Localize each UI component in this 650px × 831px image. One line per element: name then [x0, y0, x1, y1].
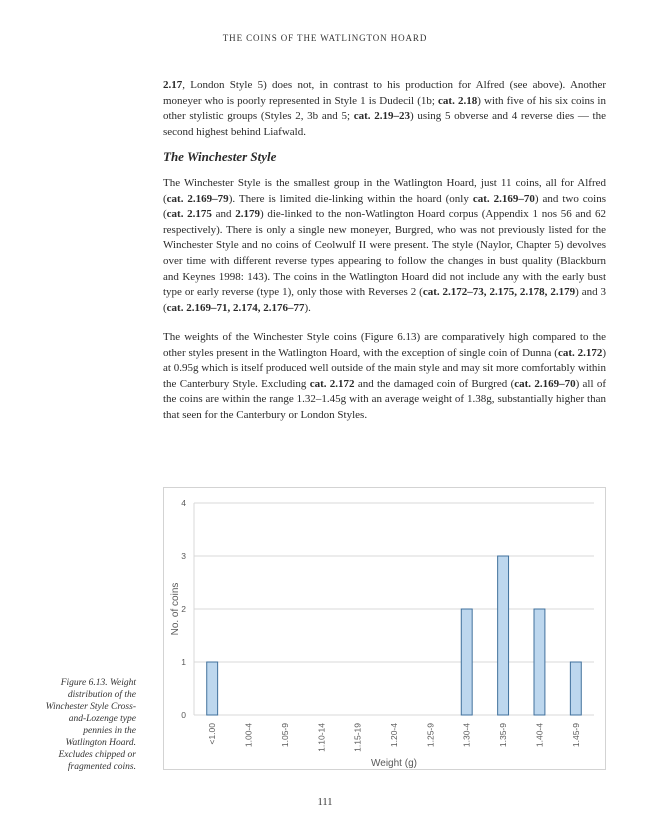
x-tick-label: 1.15-19	[352, 723, 363, 752]
bar-1.40-4	[534, 609, 545, 715]
text-run: ).	[304, 301, 311, 314]
x-tick-label: 1.25-9	[425, 723, 436, 748]
text-run: ) all of the coins are within the range 1.32–1.45g with an average weight of 1.38g, substantially higher than that seen for the Canterbury or London Styles.	[163, 377, 607, 421]
catalogue-reference: cat. 2.172–73, 2.175, 2.178, 2.179	[422, 286, 576, 299]
bar-1.35-9	[498, 556, 509, 715]
bar-1.30-4	[461, 609, 472, 715]
chart-frame	[163, 487, 606, 770]
catalogue-reference: cat. 2.169–70	[514, 377, 576, 390]
catalogue-reference: cat. 2.169–79	[166, 192, 229, 205]
y-axis-title: No. of coins	[170, 582, 181, 636]
x-tick-label: 1.05-9	[279, 723, 290, 748]
catalogue-reference: cat. 2.172	[309, 377, 355, 390]
catalogue-reference: cat. 2.19–23	[353, 110, 411, 123]
catalogue-reference: 2.17	[163, 79, 183, 91]
catalogue-reference: 2.179	[235, 208, 260, 221]
x-tick-label: 1.30-4	[461, 723, 472, 748]
text-run: ) die-linked to the non-Watlington Hoard corpus (Appendix 1 nos 56 and 62 respectively). There is only a single new moneyer, Burgred, who was not previously listed for the Winchester Style and no coins of Ceolwulf II were present. The style (Naylor, Chapter 5) devolves over time with different reverse types appearing to follow the changes in bust quality (Blackburn and Keynes 1998: 143). The coins in the Watlington Hoard did not include any with the early bust type or early reverse (type 1), only those with Reverses 2 (	[163, 208, 606, 299]
bar-1.45-9	[570, 662, 581, 715]
section-heading: The Winchester Style	[163, 149, 277, 164]
text-run: and	[211, 208, 236, 221]
catalogue-reference: cat. 2.169–70	[472, 192, 535, 205]
y-tick-label: 2	[181, 604, 186, 614]
weight-distribution-chart	[164, 488, 607, 771]
bar-<1.00	[207, 662, 218, 715]
x-tick-label: 1.45-9	[570, 723, 581, 748]
x-tick-label: 1.40-4	[534, 723, 545, 748]
text-run: The Winchester Style is the smallest group in the Watlington Hoard, just 11 coins, all for Alfred (	[163, 177, 606, 205]
text-run: ) with five of his six coins in other stylistic groups (Styles 2, 3b and 5;	[163, 94, 606, 123]
catalogue-reference: cat. 2.172	[557, 346, 603, 359]
paragraph-winchester-style	[163, 176, 606, 316]
x-tick-label: 1.00-4	[243, 723, 254, 748]
catalogue-reference: cat. 2.175	[166, 208, 212, 221]
text-run: ) and 3 (	[163, 286, 607, 314]
text-run: ) and two coins (	[163, 192, 607, 221]
x-tick-label: 1.35-9	[498, 723, 509, 748]
text-run: ). There is limited die-linking within the hoard (only	[228, 192, 473, 205]
running-head: THE COINS OF THE WATLINGTON HOARD	[222, 33, 428, 43]
paragraph-london-style	[163, 78, 606, 140]
x-tick-label: 1.10-14	[316, 723, 327, 752]
text-run: ) at 0.95g which is itself produced well outside of the main style and may sit more comfortably within the Canterbury Style. Excluding	[163, 346, 606, 390]
catalogue-reference: cat. 2.169–71, 2.174, 2.176–77	[166, 301, 305, 314]
catalogue-reference: cat. 2.18	[438, 94, 478, 107]
text-run: The weights of the Winchester Style coins (Figure 6.13) are comparatively high compared to the other styles present in the Watlington Hoard, with the exception of single coin of Dunna (	[163, 331, 606, 359]
text-run: ) using 5 obverse and 4 reverse dies — the second highest behind Liafwald.	[163, 110, 606, 138]
y-tick-label: 4	[181, 498, 186, 508]
paragraph-weights	[163, 330, 606, 424]
x-axis-title: Weight (g)	[371, 758, 417, 769]
figure-caption: Figure 6.13. Weight distribution of the Winchester Style Cross-and-Lozenge type pennies in the Watlington Hoard. Excludes chipped or fragmented coins.	[45, 678, 136, 772]
x-tick-label: 1.20-4	[389, 723, 399, 748]
text-run: , London Style 5) does not, in contrast to his production for Alfred (see above). Another moneyer who is poorly represented in Style 1 is Dudecil (1b;	[163, 79, 606, 107]
y-tick-label: 3	[181, 551, 186, 561]
text-run: and the damaged coin of Burgred (	[354, 377, 515, 390]
y-tick-label: 0	[181, 710, 186, 720]
page-number: 111	[317, 797, 333, 808]
y-tick-label: 1	[181, 657, 186, 667]
x-tick-label: <1.00	[207, 723, 218, 745]
